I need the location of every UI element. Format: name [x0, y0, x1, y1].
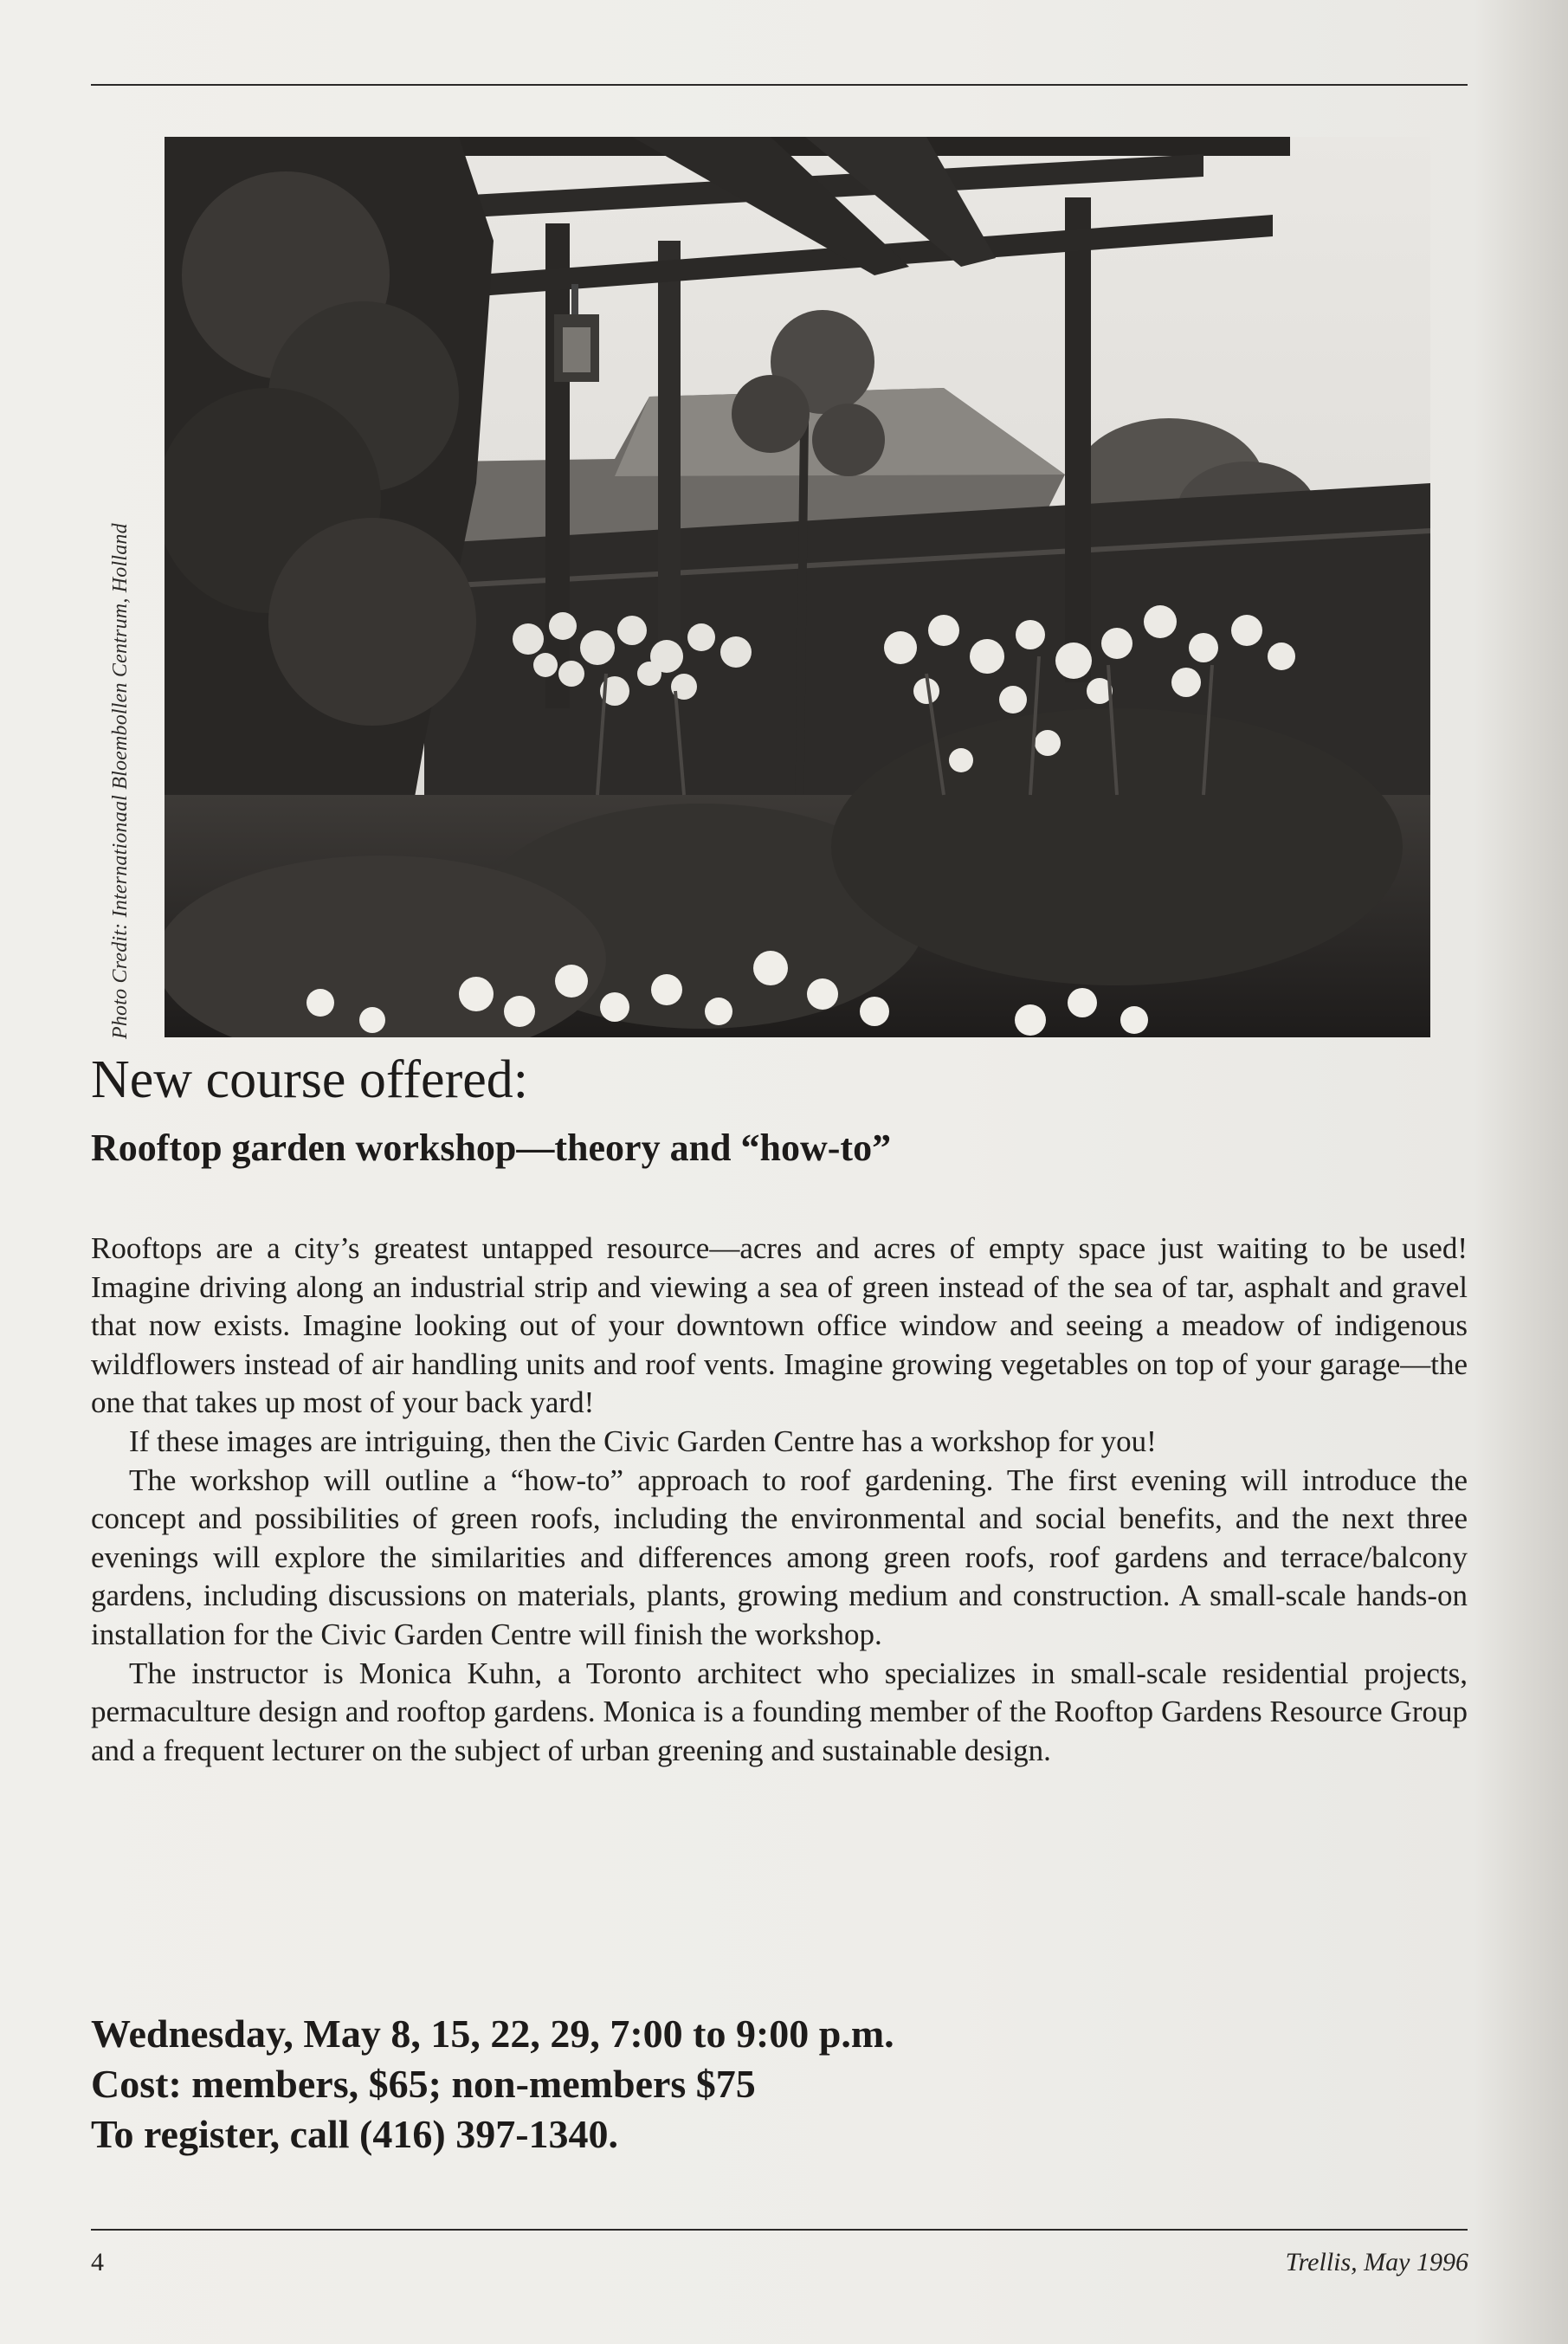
article-subhead: Rooftop garden workshop—theory and “how-to”: [91, 1127, 892, 1169]
body-paragraph: If these images are intriguing, then the Civic Garden Centre has a workshop for you!: [129, 1424, 1157, 1458]
event-registration: To register, call (416) 397-1340.: [91, 2112, 619, 2156]
article-headline: New course offered:: [91, 1050, 528, 1109]
body-paragraph: The instructor is Monica Kuhn, a Toronto architect who specializes in small-scale residential projects, permaculture design and rooftop gardens. Monica is a founding member of the Rooftop Gardens Resource Group and a frequent lecturer on the subject of urban greening and sustainable design.: [91, 1656, 1468, 1767]
body-paragraph: Rooftops are a city’s greatest untapped resource—acres and acres of empty space just waiting to be used! Imagine driving along an industrial strip and viewing a sea of green instead of the sea of tar, asphalt and gravel that now exists. Imagine looking out of your downtown office window and seeing a meadow of indigenous wildflowers instead of air handling units and roof vents. Imagine growing vegetables on top of your garage—the one that takes up most of your back yard!: [91, 1231, 1468, 1420]
event-schedule: Wednesday, May 8, 15, 22, 29, 7:00 to 9:00 p.m.: [91, 2011, 894, 2056]
bottom-rule: [91, 2229, 1468, 2231]
top-rule: [91, 84, 1468, 86]
page-number: 4: [91, 2248, 104, 2276]
rooftop-garden-photo: [165, 137, 1430, 1037]
body-paragraph: The workshop will outline a “how-to” approach to roof gardening. The first evening will introduce the concept and possibilities of green roofs, including the environmental and social benefits, and the next three evenings will explore the similarities and differences among green roofs, roof gardens and terrace/balcony gardens, including discussions on materials, plants, growing medium and construction. A small-scale hands-on installation for the Civic Garden Centre will finish the workshop.: [91, 1463, 1468, 1651]
event-cost: Cost: members, $65; non-members $75: [91, 2062, 756, 2106]
event-details: [91, 2009, 894, 2160]
article-body: [91, 1230, 1468, 1770]
photo-credit: Photo Credit: Internationaal Bloembollen Centrum, Holland: [109, 523, 132, 1039]
issue-label: Trellis, May 1996: [1285, 2248, 1468, 2276]
